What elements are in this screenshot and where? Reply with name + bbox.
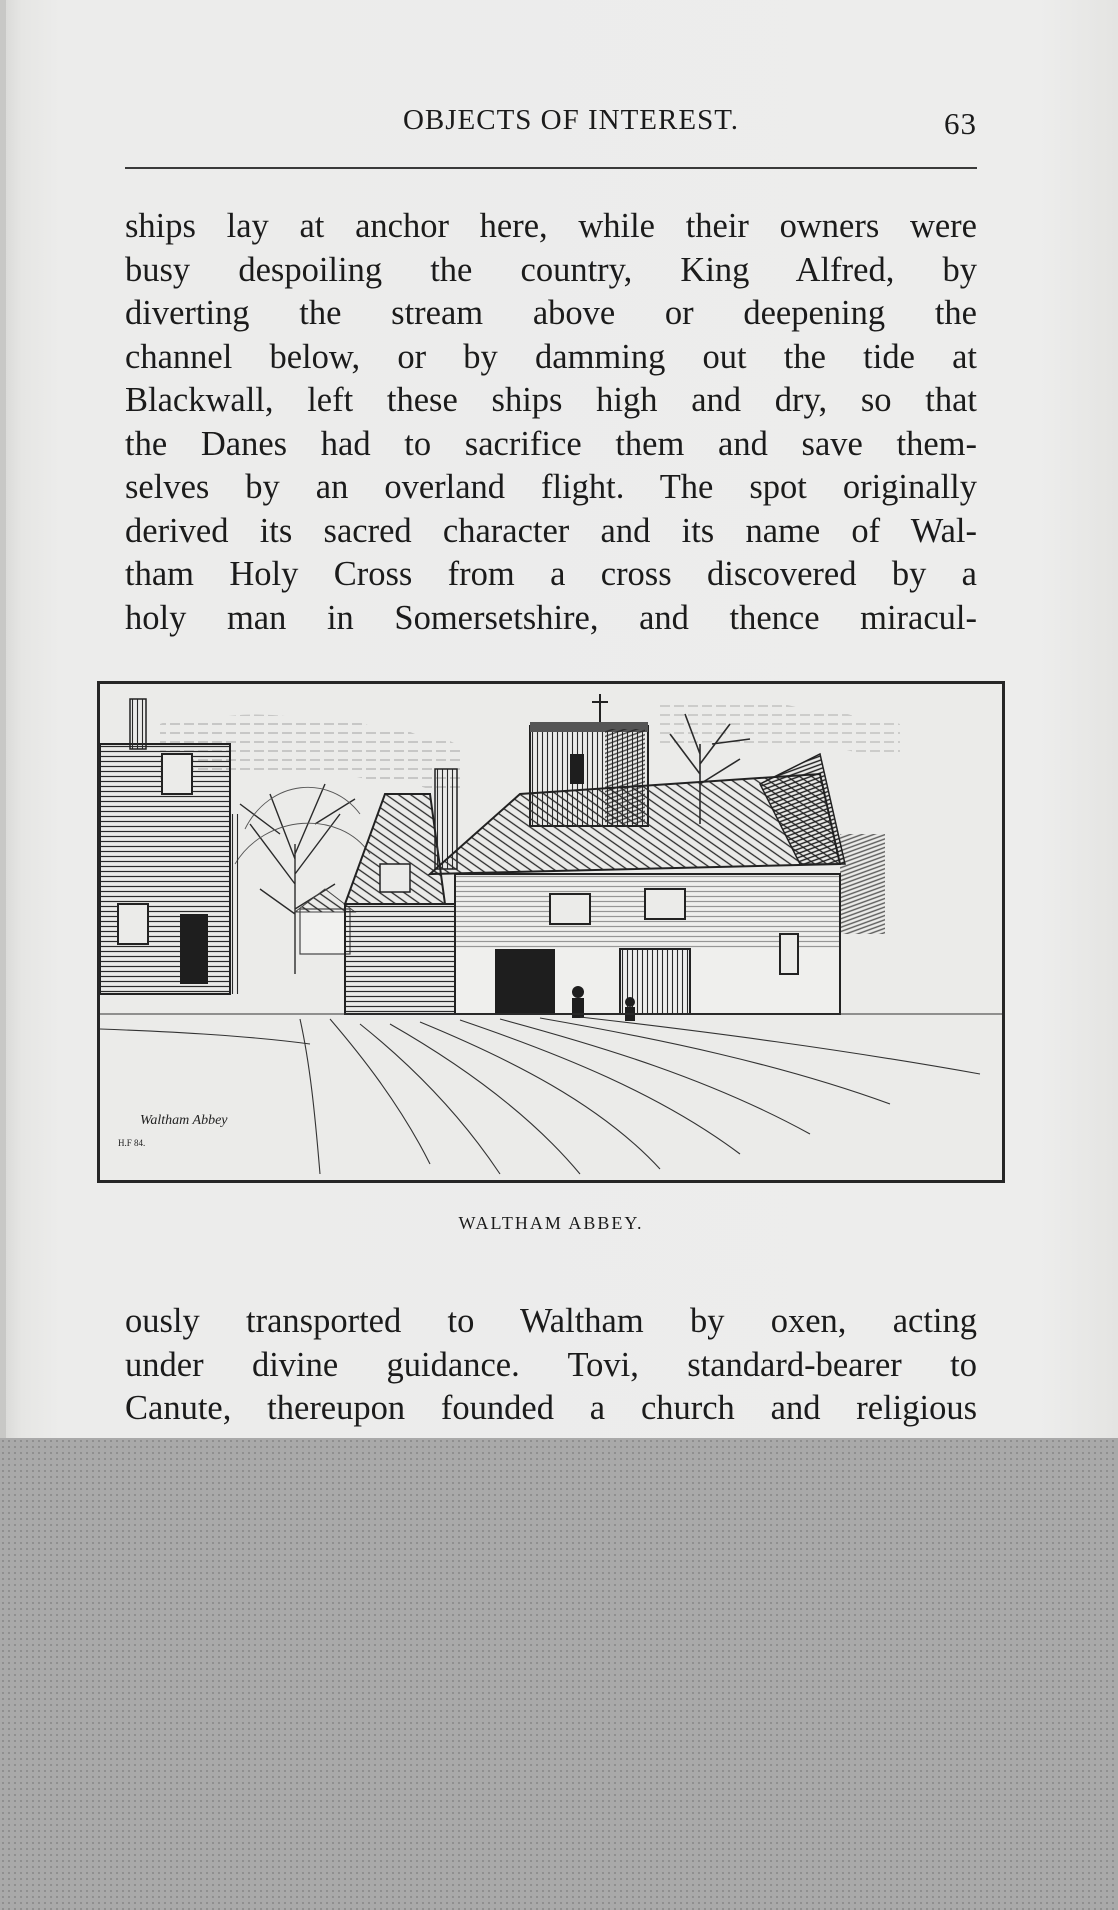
text-line: Blackwall, left these ships high and dry, so that <box>125 381 977 419</box>
text-line: selves by an overland flight. The spot originally <box>125 468 977 506</box>
left-house <box>100 699 240 994</box>
header-rule <box>125 167 977 169</box>
text-line: ously transported to Waltham by oxen, acting <box>125 1302 977 1340</box>
page-number: 63 <box>944 106 977 141</box>
text-line: ships lay at anchor here, while their owners were <box>125 207 977 245</box>
text-line: under divine guidance. Tovi, standard-bearer to <box>125 1345 977 1384</box>
running-head-title: OBJECTS OF INTEREST. <box>402 104 740 136</box>
engraving-illustration <box>100 684 1002 1180</box>
waltham-abbey-engraving <box>97 681 1005 1183</box>
text-line: channel below, or by damming out the tide at <box>125 337 977 376</box>
text-line: derived its sacred character and its name of Wal- <box>125 511 977 550</box>
text-line: busy despoiling the country, King Alfred, by <box>125 250 977 289</box>
scan-mask-region <box>0 1438 1118 1910</box>
text-line: holy man in Somersetshire, and thence miracul- <box>125 598 977 637</box>
figure-caption: WALTHAM ABBEY. <box>458 1213 644 1233</box>
engraving-signature: H.F 84. <box>118 1138 146 1148</box>
body-text-top <box>125 205 977 640</box>
text-line: tham Holy Cross from a cross discovered by a <box>125 555 977 593</box>
text-line: Canute, thereupon founded a church and religious <box>125 1389 977 1427</box>
page-gutter-edge <box>0 0 6 1438</box>
body-text-bottom <box>125 1300 977 1431</box>
text-line: the Danes had to sacrifice them and save them- <box>125 424 977 463</box>
text-line: diverting the stream above or deepening the <box>125 294 977 332</box>
running-head <box>125 104 977 148</box>
engraving-inscription: Waltham Abbey <box>140 1113 228 1128</box>
